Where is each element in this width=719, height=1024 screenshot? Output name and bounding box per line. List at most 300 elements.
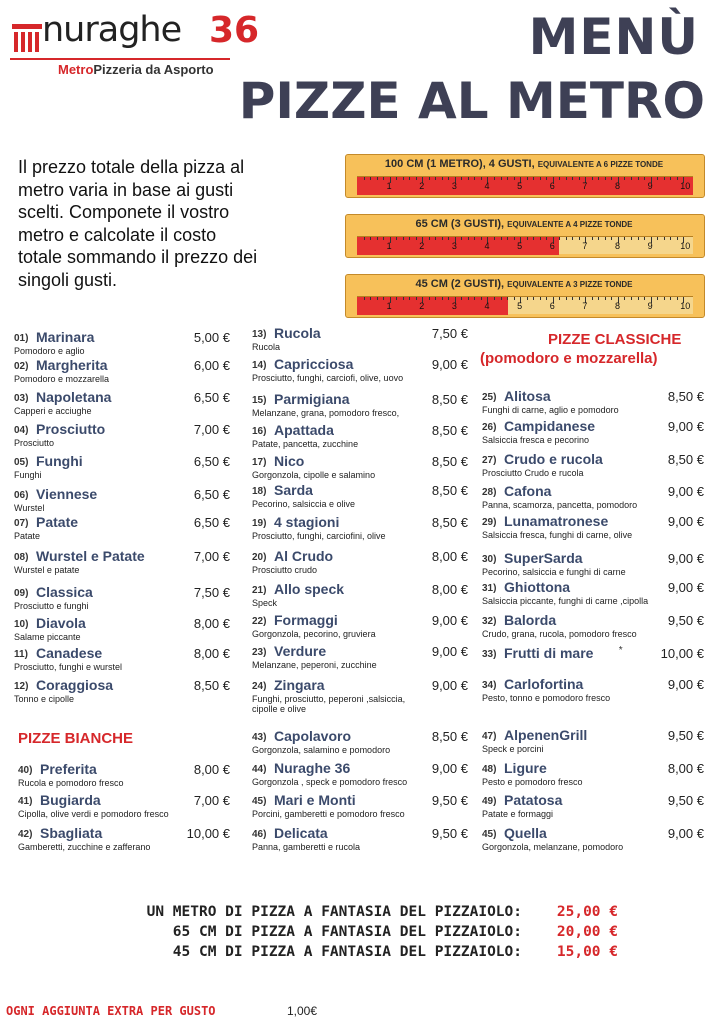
item-number: 26) [482, 422, 497, 433]
item-name: Coraggiosa [36, 677, 114, 693]
ruler-number: 9 [647, 241, 653, 251]
item-number: 13) [252, 329, 267, 340]
item-footnote-mark: * [618, 645, 623, 656]
ruler-subtick [383, 237, 384, 240]
menu-item [252, 391, 468, 421]
ruler-number: 7 [582, 241, 588, 251]
ruler-number: 7 [582, 181, 588, 191]
item-price: 10,00 € [186, 826, 230, 841]
ruler-subtick [664, 177, 665, 180]
item-description: Prosciutto [14, 438, 55, 448]
item-price: 9,00 € [667, 826, 704, 841]
ruler-subtick [409, 237, 410, 240]
ruler-fill [357, 177, 693, 195]
brand-underline [10, 58, 230, 60]
ruler-subtick [579, 177, 580, 180]
item-name: Rucola [274, 325, 321, 341]
ruler-subtick [670, 237, 671, 240]
item-description: Cipolla, olive verdi e pomodoro fresco [18, 809, 169, 819]
item-description: Gorgonzola , speck e pomodoro fresco [252, 777, 408, 787]
menu-item [482, 418, 704, 448]
item-price: 9,00 € [431, 761, 468, 776]
item-description: Pesto, tonno e pomodoro fresco [482, 693, 611, 703]
item-number: 18) [252, 486, 267, 497]
ruler-label-main: 45 CM (2 GUSTI), [415, 278, 505, 290]
menu-item [252, 325, 468, 355]
item-number: 46) [252, 829, 267, 840]
item-number: 47) [482, 731, 497, 742]
item-name: Ghiottona [504, 579, 571, 595]
menu-item [14, 486, 230, 516]
ruler-number: 7 [582, 301, 588, 311]
item-number: 21) [252, 585, 267, 596]
item-name: Funghi [36, 453, 83, 469]
ruler-number: 10 [680, 241, 691, 251]
ruler-number: 3 [451, 241, 457, 251]
item-name: Diavola [36, 615, 86, 631]
item-description: Patate e formaggi [482, 809, 554, 819]
ruler-subtick [631, 177, 632, 180]
item-price: 8,50 € [193, 678, 230, 693]
item-number: 43) [252, 732, 267, 743]
item-name: Sarda [274, 482, 313, 498]
item-price: 9,00 € [667, 551, 704, 566]
ruler-subtick [611, 177, 612, 180]
item-price: 6,50 € [193, 454, 230, 469]
item-price: 7,50 € [193, 585, 230, 600]
ruler-subtick [559, 177, 560, 180]
ruler-number: 2 [419, 241, 425, 251]
item-description: Gorgonzola, pecorino, gruviera [252, 629, 376, 639]
item-name: Marinara [36, 329, 95, 345]
menu-item [252, 453, 468, 483]
fantasia-prices [118, 902, 618, 962]
item-description: Wurstel e patate [14, 565, 80, 575]
item-number: 28) [482, 487, 497, 498]
ruler-number: 1 [386, 241, 392, 251]
ruler-subtick [624, 177, 625, 180]
menu-item [252, 728, 468, 758]
ruler-subtick [416, 177, 417, 180]
ruler-subtick [435, 237, 436, 240]
item-price: 6,00 € [193, 358, 230, 373]
item-description: Tonno e cipolle [14, 694, 75, 704]
ruler-label-main: 65 CM (3 GUSTI), [415, 218, 505, 230]
ruler-subtick [631, 237, 632, 240]
item-description: Melanzane, peperoni, zucchine [252, 660, 377, 670]
item-description: Funghi [14, 470, 42, 480]
menu-item [252, 825, 468, 855]
item-description: Prosciutto, funghi e wurstel [14, 662, 123, 672]
ruler-number: 1 [386, 181, 392, 191]
item-description: Prosciutto, funghi, carciofi, olive, uovo [252, 373, 404, 383]
ruler-subtick [448, 177, 449, 180]
ruler-subtick [474, 297, 475, 300]
item-price: 9,00 € [431, 678, 468, 693]
item-price: 9,00 € [667, 677, 704, 692]
item-number: 42) [18, 829, 33, 840]
item-name: Margherita [36, 357, 108, 373]
item-description: Salsiccia fresca, funghi di carne, olive [482, 530, 633, 540]
item-description: Pecorino, salsiccia e funghi di carne [482, 567, 626, 577]
ruler-subtick [611, 237, 612, 240]
extra-price: 1,00€ [287, 1004, 318, 1018]
menu-item [18, 825, 230, 855]
ruler-number: 8 [614, 181, 620, 191]
item-name: Mari e Monti [274, 792, 356, 808]
ruler-subtick [566, 297, 567, 300]
menu-item [14, 584, 230, 614]
item-name: Classica [36, 584, 93, 600]
menu-item [14, 453, 230, 483]
ruler-subtick [644, 177, 645, 180]
ruler-subtick [416, 237, 417, 240]
item-number: 01) [14, 333, 29, 344]
ruler-subtick [664, 237, 665, 240]
item-price: 8,00 € [193, 616, 230, 631]
ruler-subtick [566, 177, 567, 180]
item-price: 7,00 € [193, 422, 230, 437]
ruler-number: 4 [484, 181, 490, 191]
item-description: Funghi, prosciutto, peperoni ,salsiccia, [252, 694, 406, 704]
item-number: 20) [252, 552, 267, 563]
ruler-subtick [598, 297, 599, 300]
menu-item [14, 677, 230, 707]
item-number: 27) [482, 455, 497, 466]
ruler-subtick [670, 297, 671, 300]
item-description: Prosciutto e funghi [14, 601, 89, 611]
menu-item [14, 645, 230, 675]
item-description: Gamberetti, zucchine e zafferano [18, 842, 151, 852]
ruler-subtick [429, 177, 430, 180]
ruler-number: 8 [614, 301, 620, 311]
ruler-subtick [566, 237, 567, 240]
item-name: Capolavoro [274, 728, 352, 744]
ruler-number: 5 [517, 181, 523, 191]
item-name: Campidanese [504, 418, 596, 434]
menu-item [482, 612, 704, 642]
ruler-subtick [468, 237, 469, 240]
item-name: Canadese [36, 645, 103, 661]
menu-item [252, 581, 468, 611]
item-number: 11) [14, 649, 28, 660]
fantasia-line [118, 942, 618, 962]
ruler-subtick [474, 177, 475, 180]
ruler-label [359, 158, 689, 170]
extra-label: OGNI AGGIUNTA EXTRA PER GUSTO [6, 1004, 216, 1018]
ruler-subtick [605, 177, 606, 180]
ruler-number: 5 [517, 241, 523, 251]
fantasia-price: 25,00 € [556, 904, 618, 920]
ruler-45cm [345, 274, 705, 318]
ruler-number: 6 [549, 181, 555, 191]
item-number: 02) [14, 361, 29, 372]
brand-subtitle [58, 62, 214, 77]
menu-item [252, 356, 468, 386]
item-name: Verdure [274, 643, 327, 659]
ruler-subtick [501, 297, 502, 300]
ruler-subtick [579, 297, 580, 300]
item-name: Zingara [274, 677, 325, 693]
item-description: Salsiccia piccante, funghi di carne ,cipolla [482, 596, 649, 606]
item-description: Patate [14, 531, 41, 541]
ruler-subtick [468, 297, 469, 300]
menu-item [482, 513, 704, 543]
item-number: 15) [252, 395, 267, 406]
item-price: 8,50 € [431, 483, 468, 498]
ruler-subtick [442, 297, 443, 300]
item-description: Speck [252, 598, 278, 608]
item-price: 9,50 € [667, 793, 704, 808]
item-price: 7,00 € [193, 793, 230, 808]
item-description: Speck e porcini [482, 744, 544, 754]
brand-subtitle-red: Metro [58, 62, 94, 77]
ruler-subtick [370, 177, 371, 180]
item-number: 14) [252, 360, 267, 371]
menu-item [14, 357, 230, 387]
menu-item [482, 645, 704, 675]
ruler-subtick [468, 177, 469, 180]
ruler-subtick [429, 297, 430, 300]
item-number: 30) [482, 554, 497, 565]
ruler-subtick [546, 177, 547, 180]
item-price: 8,00 € [431, 549, 468, 564]
item-number: 09) [14, 588, 29, 599]
ruler-subtick [677, 297, 678, 300]
ruler-subtick [501, 177, 502, 180]
menu-item [18, 792, 230, 822]
fantasia-text: UN METRO DI PIZZA A FANTASIA DEL PIZZAIOLO: [146, 904, 522, 920]
menu-item [14, 548, 230, 578]
item-price: 8,50 € [431, 392, 468, 407]
ruler-scale [357, 176, 693, 194]
ruler-subtick [507, 237, 508, 240]
item-price: 9,00 € [667, 484, 704, 499]
item-number: 24) [252, 681, 267, 692]
menu-item [252, 612, 468, 642]
item-description: Pesto e pomodoro fresco [482, 777, 583, 787]
item-description: Porcini, gamberetti e pomodoro fresco [252, 809, 405, 819]
ruler-100cm [345, 154, 705, 198]
item-description: Rucola [252, 342, 281, 352]
item-number: 10) [14, 619, 29, 630]
ruler-subtick [540, 297, 541, 300]
item-price: 8,50 € [431, 515, 468, 530]
ruler-subtick [657, 177, 658, 180]
item-name: Frutti di mare [504, 645, 594, 661]
fantasia-line [118, 922, 618, 942]
ruler-subtick [461, 237, 462, 240]
item-number: 34) [482, 680, 497, 691]
item-name: Allo speck [274, 581, 345, 597]
item-number: 31) [482, 583, 497, 594]
item-name: Napoletana [36, 389, 112, 405]
menu-item [482, 550, 704, 580]
ruler-subtick [494, 297, 495, 300]
item-number: 19) [252, 518, 267, 529]
item-number: 04) [14, 425, 29, 436]
item-number: 25) [482, 392, 497, 403]
ruler-subtick [429, 237, 430, 240]
item-name: Cafona [504, 483, 552, 499]
ruler-subtick [638, 297, 639, 300]
ruler-number: 2 [419, 301, 425, 311]
ruler-subtick [638, 237, 639, 240]
ruler-subtick [559, 237, 560, 240]
item-price: 8,00 € [193, 646, 230, 661]
item-number: 08) [14, 552, 29, 563]
ruler-subtick [572, 177, 573, 180]
ruler-subtick [540, 237, 541, 240]
menu-item [482, 483, 704, 513]
ruler-number: 8 [614, 241, 620, 251]
ruler-subtick [461, 297, 462, 300]
item-description: Pomodoro e mozzarella [14, 374, 110, 384]
fantasia-price: 20,00 € [556, 924, 618, 940]
item-price: 8,50 € [667, 389, 704, 404]
menu-item [14, 421, 230, 451]
ruler-subtick [657, 237, 658, 240]
menu-item [14, 329, 230, 359]
item-price: 8,50 € [431, 454, 468, 469]
ruler-subtick [598, 177, 599, 180]
ruler-subtick [540, 177, 541, 180]
ruler-label-note: EQUIVALENTE A 3 PIZZE TONDE [507, 280, 633, 289]
item-name: Delicata [274, 825, 328, 841]
menu-item [482, 451, 704, 481]
item-number: 22) [252, 616, 267, 627]
ruler-scale [357, 236, 693, 254]
ruler-subtick [474, 237, 475, 240]
item-description: Prosciutto, funghi, carciofini, olive [252, 531, 386, 541]
menu-item [482, 388, 704, 418]
item-number: 33) [482, 649, 497, 660]
page-subtitle: PIZZE AL METRO [238, 72, 705, 130]
item-number: 23) [252, 647, 267, 658]
item-price: 9,50 € [431, 826, 468, 841]
menu-item [482, 676, 704, 706]
item-price: 8,00 € [193, 762, 230, 777]
menu-item [252, 548, 468, 578]
menu-item [14, 514, 230, 544]
item-number: 12) [14, 681, 29, 692]
item-name: AlpenenGrill [504, 727, 588, 743]
item-description: Funghi di carne, aglio e pomodoro [482, 405, 619, 415]
ruler-subtick [631, 297, 632, 300]
menu-item [252, 514, 468, 544]
item-description: Pecorino, salsiccia e olive [252, 499, 356, 509]
ruler-subtick [507, 177, 508, 180]
item-price: 6,50 € [193, 515, 230, 530]
item-price: 8,50 € [667, 452, 704, 467]
ruler-subtick [461, 177, 462, 180]
ruler-subtick [435, 297, 436, 300]
ruler-subtick [377, 237, 378, 240]
menu-item [252, 422, 468, 452]
item-price: 8,00 € [667, 761, 704, 776]
item-description: Patate, pancetta, zucchine [252, 439, 359, 449]
menu-item [482, 760, 704, 790]
ruler-subtick [592, 297, 593, 300]
ruler-label [359, 218, 689, 230]
item-number: 48) [482, 764, 497, 775]
menu-item [252, 643, 468, 673]
ruler-65cm [345, 214, 705, 258]
item-name: Wurstel e Patate [36, 548, 145, 564]
item-description: Prosciutto Crudo e rucola [482, 468, 584, 478]
menu-item [14, 615, 230, 645]
ruler-subtick [546, 297, 547, 300]
item-number: 03) [14, 393, 29, 404]
ruler-subtick [644, 297, 645, 300]
item-name: Balorda [504, 612, 557, 628]
fantasia-line [118, 902, 618, 922]
ruler-subtick [364, 297, 365, 300]
item-description: cipolle e olive [252, 704, 307, 714]
item-name: Apattada [274, 422, 334, 438]
ruler-number: 4 [484, 241, 490, 251]
item-price: 9,50 € [431, 793, 468, 808]
ruler-subtick [527, 177, 528, 180]
brand-name: nuraghe [42, 10, 182, 50]
item-name: Patatosa [504, 792, 563, 808]
ruler-subtick [514, 237, 515, 240]
menu-item [14, 389, 230, 419]
ruler-subtick [527, 237, 528, 240]
item-name: Alitosa [504, 388, 551, 404]
ruler-subtick [442, 237, 443, 240]
item-price: 6,50 € [193, 390, 230, 405]
item-description: Salame piccante [14, 632, 81, 642]
ruler-label-main: 100 CM (1 METRO), 4 GUSTI, [384, 158, 535, 170]
item-name: Crudo e rucola [504, 451, 603, 467]
ruler-subtick [533, 297, 534, 300]
ruler-subtick [605, 237, 606, 240]
ruler-subtick [403, 177, 404, 180]
item-number: 06) [14, 490, 29, 501]
menu-item [252, 760, 468, 790]
ruler-subtick [396, 237, 397, 240]
item-number: 44) [252, 764, 267, 775]
brand-number: 36 [209, 10, 260, 51]
item-name: Quella [504, 825, 547, 841]
item-name: Viennese [36, 486, 98, 502]
item-name: Lunamatronese [504, 513, 609, 529]
item-price: 9,00 € [667, 419, 704, 434]
menu-item [252, 792, 468, 822]
ruler-subtick [605, 297, 606, 300]
ruler-subtick [527, 297, 528, 300]
item-name: Carlofortina [504, 676, 584, 692]
ruler-subtick [377, 177, 378, 180]
item-price: 7,00 € [193, 549, 230, 564]
ruler-number: 10 [680, 301, 691, 311]
item-description: Capperi e acciughe [14, 406, 92, 416]
fantasia-text: 65 CM DI PIZZA A FANTASIA DEL PIZZAIOLO: [172, 924, 522, 940]
item-number: 32) [482, 616, 497, 627]
ruler-subtick [546, 237, 547, 240]
fantasia-price: 15,00 € [556, 944, 618, 960]
item-number: 41) [18, 796, 33, 807]
item-description: Gorgonzola, melanzane, pomodoro [482, 842, 624, 852]
ruler-subtick [514, 177, 515, 180]
item-price: 10,00 € [660, 646, 704, 661]
ruler-subtick [396, 297, 397, 300]
item-description: Panna, scamorza, pancetta, pomodoro [482, 500, 638, 510]
item-number: 29) [482, 517, 497, 528]
item-price: 5,00 € [193, 330, 230, 345]
ruler-subtick [533, 177, 534, 180]
